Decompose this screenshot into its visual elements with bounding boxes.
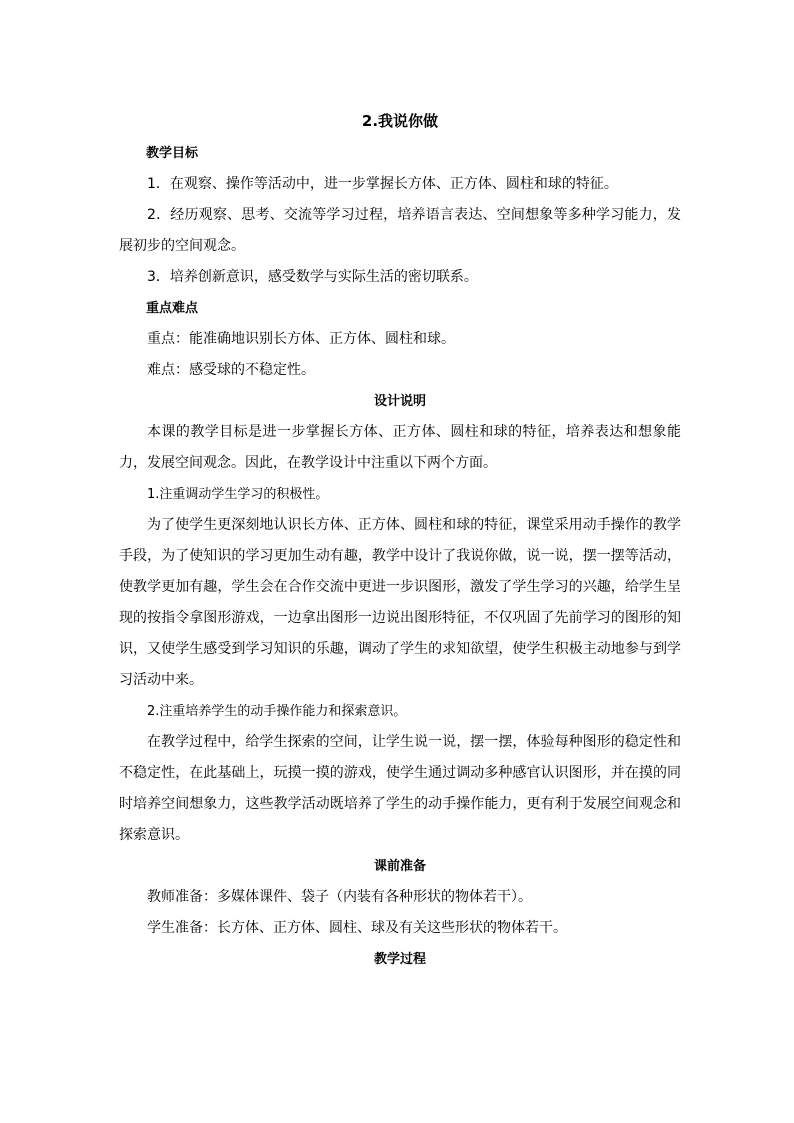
design-heading: 设计说明 xyxy=(373,394,426,409)
objectives-heading: 教学目标 xyxy=(146,146,199,161)
objective-item: 3．培养创新意识，感受数学与实际生活的密切联系。 xyxy=(147,269,478,285)
preparation-heading: 课前准备 xyxy=(373,859,426,874)
preparation-student: 学生准备：长方体、正方体、圆柱、球及有关这些形状的物体若干。 xyxy=(147,920,567,936)
preparation-teacher: 教师准备：多媒体课件、袋子（内装有各种形状的物体若干）。 xyxy=(147,889,532,905)
design-intro: 本课的教学目标是进一步掌握长方体、正方体、圆柱和球的特征，培养表达和想象能力，发展空间观念。因此，在教学设计中注重以下两个方面。 xyxy=(119,424,681,471)
document-content xyxy=(119,107,681,975)
design-point2-body: 在教学过程中，给学生探索的空间，让学生说一说，摆一摆，体验每种图形的稳定性和不稳定性，在此基础上，玩摸一摸的游戏，使学生通过调动多种感官认识图形，并在摸的同时培养空间想象力，这些教学活动既培养了学生的动手操作能力，更有利于发展空间观念和探索意识。 xyxy=(119,734,681,843)
process-heading: 教学过程 xyxy=(373,952,426,967)
key-points-heading: 重点难点 xyxy=(146,301,199,316)
design-point1-title: 1.注重调动学生学习的积极性。 xyxy=(147,487,329,502)
design-point2-title: 2.注重培养学生的动手操作能力和探索意识。 xyxy=(147,704,407,719)
key-point-difficulty: 难点：感受球的不稳定性。 xyxy=(147,362,315,378)
design-point1-body: 为了使学生更深刻地认识长方体、正方体、圆柱和球的特征，课堂采用动手操作的教学手段，为了使知识的学习更加生动有趣，教学中设计了我说你做，说一说，摆一摆等活动，使教学更加有趣，学生会在合作交流中更进一步识图形，激发了学生学习的兴趣，给学生呈现的按指令拿图形游戏，一边拿出图形一边说出图形特征，不仅巩固了先前学习的图形的知识，又使学生感受到学习知识的乐趣，调动了学生的求知欲望，使学生积极主动地参与到学习活动中来。 xyxy=(119,517,681,688)
objective-item: 2．经历观察、思考、交流等学习过程，培养语言表达、空间想象等多种学习能力，发展初步的空间观念。 xyxy=(119,207,681,254)
key-point-focus: 重点：能准确地识别长方体、正方体、圆柱和球。 xyxy=(147,331,455,347)
page-title: 2.我说你做 xyxy=(361,112,439,130)
objective-item: 1．在观察、操作等活动中，进一步掌握长方体、正方体、圆柱和球的特征。 xyxy=(147,176,618,192)
